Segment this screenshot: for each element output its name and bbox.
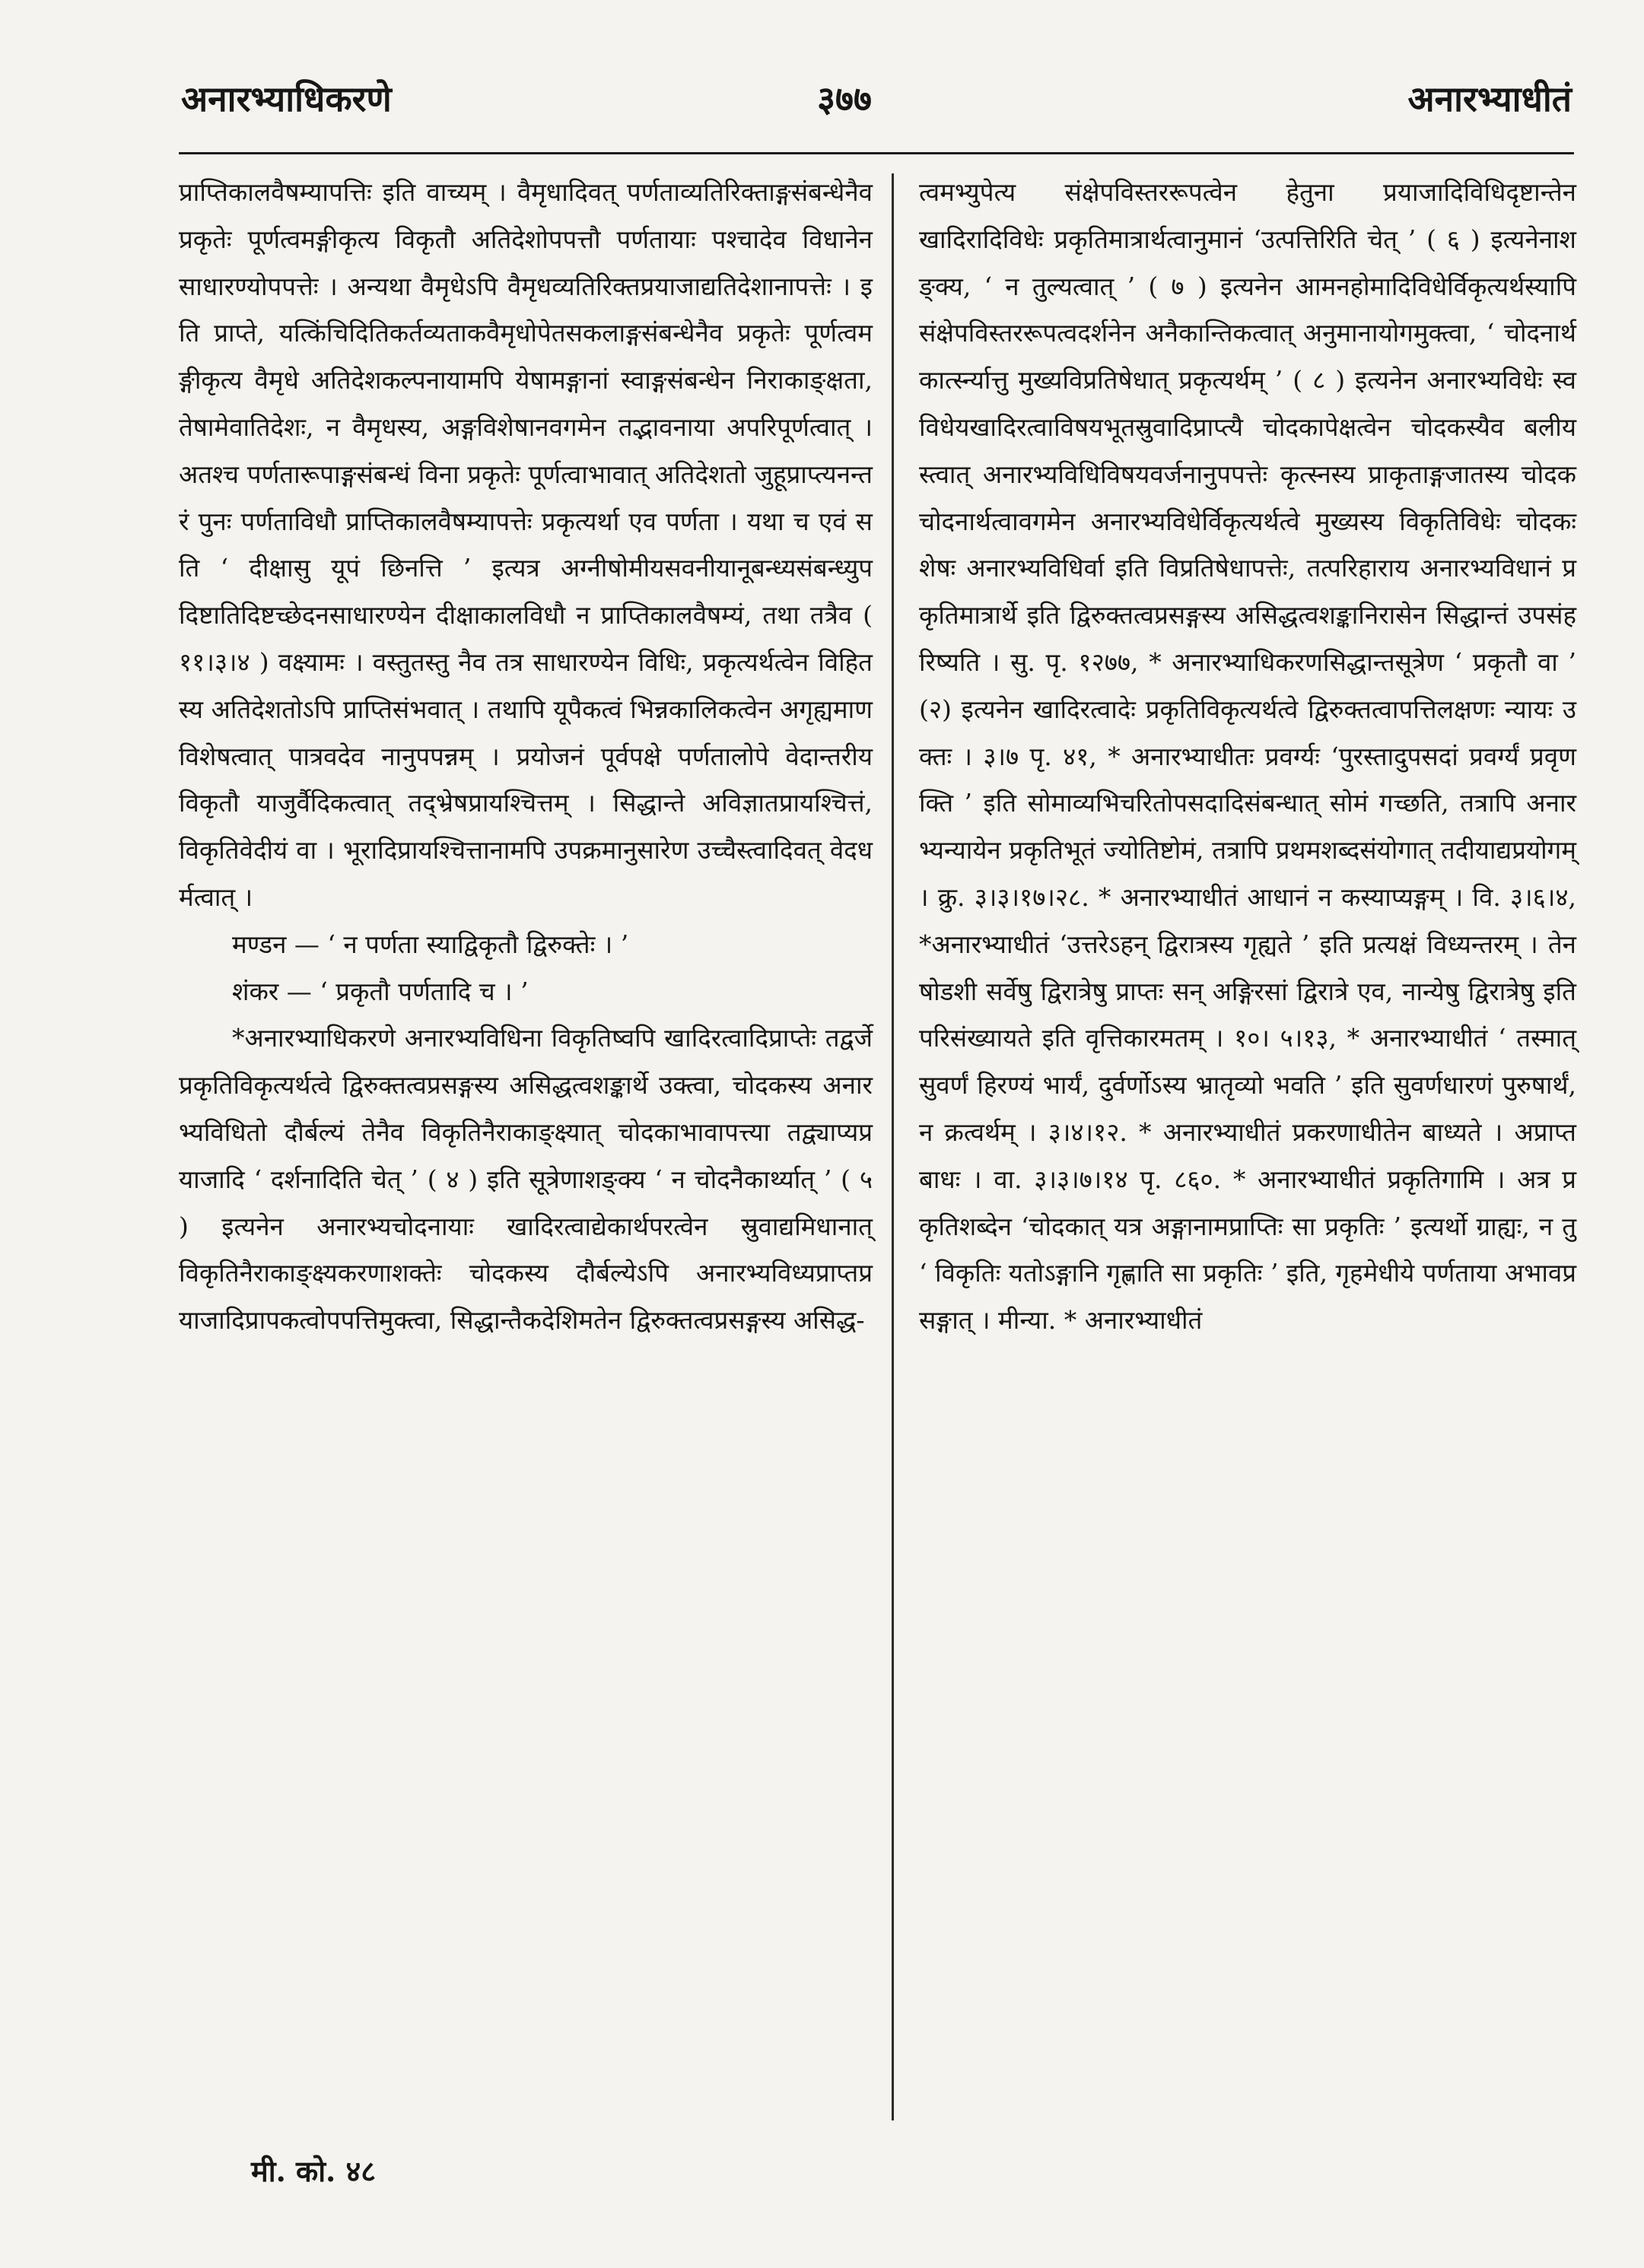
column-divider	[892, 173, 894, 2120]
left-paragraph-1: प्राप्तिकालवैषम्यापत्तिः इति वाच्यम् । वैमृधादिवत् पर्णताव्यतिरिक्ताङ्गसंबन्धेनैव प्रकृतेः पूर्णत्वमङ्गीकृत्य विकृतौ अतिदेशोपपत्तौ पर्णतायाः पश्चादेव विधानेन साधारण्योपपत्तेः । अन्यथा वैमृधेऽपि वैमृधव्यतिरिक्तप्रयाजाद्यतिदेशानापत्तेः । इति प्राप्ते, यत्किंचिदितिकर्तव्यताकवैमृधोपेतसकलाङ्गसंबन्धेनैव प्रकृतेः पूर्णत्वमङ्गीकृत्य वैमृधे अतिदेशकल्पनायामपि येषामङ्गानां स्वाङ्गसंबन्धेन निराकाङ्क्षता, तेषामेवातिदेशः, न वैमृधस्य, अङ्गविशेषानवगमेन तद्भावनाया अपरिपूर्णत्वात् । अतश्च पर्णतारूपाङ्गसंबन्धं विना प्रकृतेः पूर्णत्वाभावात् अतिदेशतो जुहूप्राप्त्यनन्तरं पुनः पर्णताविधौ प्राप्तिकालवैषम्यापत्तेः प्रकृत्यर्था एव पर्णता । यथा च एवं सति ‘ दीक्षासु यूपं छिनत्ति ’ इत्यत्र अग्नीषोमीयसवनीयानूबन्ध्यसंबन्ध्युपदिष्टातिदिष्टच्छेदनसाधारण्येन दीक्षाकालविधौ न प्राप्तिकालवैषम्यं, तथा तत्रैव ( ११।३।४ ) वक्ष्यामः । वस्तुतस्तु नैव तत्र साधारण्येन विधिः, प्रकृत्यर्थत्वेन विहितस्य अतिदेशतोऽपि प्राप्तिसंभवात् । तथापि यूपैकत्वं भिन्नकालिकत्वेन अगृह्यमाणविशेषत्वात् पात्रवदेव नानुपपन्नम् । प्रयोजनं पूर्वपक्षे पर्णतालोपे वेदान्तरीयविकृतौ याजुर्वैदिकत्वात् तद्भ्रेषप्रायश्चित्तम् । सिद्धान्ते अविज्ञातप्रायश्चित्तं, विकृतिवेदीयं वा । भूरादिप्रायश्चित्तानामपि उपक्रमानुसारेण उच्चैस्त्वादिवत् वेदधर्मत्वात् ।	[179, 177, 873, 912]
shankar-quote: शंकर — ‘ प्रकृतौ पर्णतादि च । ’	[232, 976, 529, 1006]
left-column	[179, 169, 873, 1344]
signature-mark: मी. को. ४८	[251, 2154, 377, 2188]
header-rule	[179, 152, 1574, 154]
page-number: ३७७	[817, 78, 872, 119]
right-paragraph-1: त्वमभ्युपेत्य संक्षेपविस्तररूपत्वेन हेतुना प्रयाजादिविधिदृष्टान्तेन खादिरादिविधेः प्रकृतिमात्रार्थत्वानुमानं ‘उत्पत्तिरिति चेत् ’ ( ६ ) इत्यनेनाशङ्क्य, ‘ न तुल्यत्वात् ’ ( ७ ) इत्यनेन आमनहोमादिविधेर्विकृत्यर्थस्यापि संक्षेपविस्तररूपत्वदर्शनेन अनैकान्तिकत्वात् अनुमानायोगमुक्त्वा, ‘ चोदनार्थकार्त्स्न्यात्तु मुख्यविप्रतिषेधात् प्रकृत्यर्थम् ’ ( ८ ) इत्यनेन अनारभ्यविधेः स्वविधेयखादिरत्वाविषयभूतस्रुवादिप्राप्त्यै चोदकापेक्षत्वेन चोदकस्यैव बलीयस्त्वात् अनारभ्यविधिविषयवर्जनानुपपत्तेः कृत्स्नस्य प्राकृताङ्गजातस्य चोदकचोदनार्थत्वावगमेन अनारभ्यविधेर्विकृत्यर्थत्वे मुख्यस्य विकृतिविधेः चोदकः शेषः अनारभ्यविधिर्वा इति विप्रतिषेधापत्तेः, तत्परिहाराय अनारभ्यविधानं प्रकृतिमात्रार्थे इति द्विरुक्तत्वप्रसङ्गस्य असिद्धत्वशङ्कानिरासेन सिद्धान्तं उपसंहरिष्यति । सु. पृ. १२७७, * अनारभ्याधिकरणसिद्धान्तसूत्रेण ‘ प्रकृतौ वा ’ (२) इत्यनेन खादिरत्वादेः प्रकृतिविकृत्यर्थत्वे द्विरुक्तत्वापत्तिलक्षणः न्यायः उक्तः । ३।७ पृ. ४१, * अनारभ्याधीतः प्रवर्ग्यः ‘पुरस्तादुपसदां प्रवर्ग्यं प्रवृणक्ति ’ इति सोमाव्यभिचरितोपसदादिसंबन्धात् सोमं गच्छति, तत्रापि अनारभ्यन्यायेन प्रकृतिभूतं ज्योतिष्टोमं, तत्रापि प्रथमशब्दसंयोगात् तदीयाद्यप्रयोगम् । क्रु. ३।३।१७।२८. * अनारभ्याधीतं आधानं न कस्याप्यङ्गम् । वि. ३।६।४, *अनारभ्याधीतं ‘उत्तरेऽहन् द्विरात्रस्य गृह्यते ’ इति प्रत्यक्षं विध्यन्तरम् । तेन षोडशी सर्वेषु द्विरात्रेषु प्राप्तः सन् अङ्गिरसां द्विरात्रे एव, नान्येषु द्विरात्रेषु इति परिसंख्यायते इति वृत्तिकारमतम् । १०। ५।१३, * अनारभ्याधीतं ‘ तस्मात् सुवर्णं हिरण्यं भार्यं, दुर्वर्णोऽस्य भ्रातृव्यो भवति ’ इति सुवर्णधारणं पुरुषार्थं, न क्रत्वर्थम् । ३।४।१२. * अनारभ्याधीतं प्रकरणाधीतेन बाध्यते । अप्राप्तबाधः । वा. ३।३।७।१४ पृ. ८६०. * अनारभ्याधीतं प्रकृतिगामि । अत्र प्रकृतिशब्देन ‘चोदकात् यत्र अङ्गानामप्राप्तिः सा प्रकृतिः ’ इत्यर्थो ग्राह्यः, न तु ‘ विकृतिः यतोऽङ्गानि गृह्णाति सा प्रकृतिः ’ इति, गृहमेधीये पर्णताया अभावप्रसङ्गात् । मीन्या. * अनारभ्याधीतं	[919, 177, 1576, 1336]
right-column	[919, 169, 1576, 1344]
running-head-left: अनारभ्याधिकरणे	[181, 78, 392, 119]
mandan-quote: मण्डन — ‘ न पर्णता स्याद्विकृतौ द्विरुक्तेः । ’	[232, 929, 629, 959]
left-paragraph-2: *अनारभ्याधिकरणे अनारभ्यविधिना विकृतिष्वपि खादिरत्वादिप्राप्तेः तद्वर्जे प्रकृतिविकृत्यर्थत्वे द्विरुक्तत्वप्रसङ्गस्य असिद्धत्वशङ्कार्थे उक्त्वा, चोदकस्य अनारभ्यविधितो दौर्बल्यं तेनैव विकृतिनैराकाङ्क्ष्यात् चोदकाभावापत्त्या तद्व्याप्यप्रयाजादि ‘ दर्शनादिति चेत् ’ ( ४ ) इति सूत्रेणाशङ्क्य ‘ न चोदनैकार्थ्यात् ’ ( ५ ) इत्यनेन अनारभ्यचोदनायाः खादिरत्वाद्येकार्थपरत्वेन स्रुवाद्यमिधानात् विकृतिनैराकाङ्क्ष्यकरणाशक्तेः चोदकस्य दौर्बल्येऽपि अनारभ्यविध्यप्राप्तप्रयाजादिप्रापकत्वोपपत्तिमुक्त्वा, सिद्धान्तैकदेशिमतेन द्विरुक्तत्वप्रसङ्गस्य असिद्ध-	[179, 1023, 873, 1336]
running-head-right: अनारभ्याधीतं	[1407, 78, 1572, 119]
